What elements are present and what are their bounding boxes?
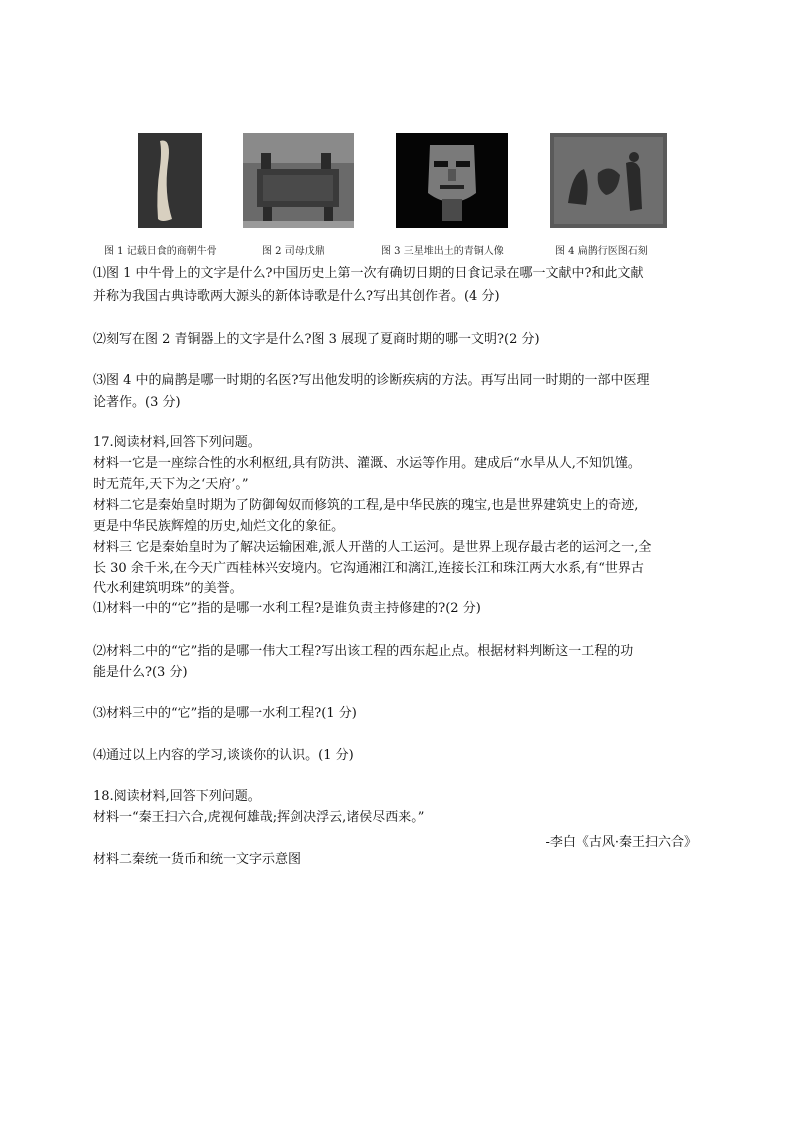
figure-2-bronze-ding: [243, 133, 354, 228]
bronze-ding-photo-icon: [243, 133, 354, 228]
q17-material2-line1: 材料二它是秦始皇时期为了防御匈奴而修筑的工程,是中华民族的瑰宝,也是世界建筑史上的奇迹,: [93, 498, 639, 513]
q17-material1-line1: 材料一它是一座综合性的水利枢纽,具有防洪、灌溉、水运等作用。建成后“水旱从人,不知饥馑。: [93, 456, 641, 471]
figure-3-caption: 图 3 三星堆出土的青铜人像: [381, 246, 504, 257]
q17-question2-line2: 能是什么?(3 分): [93, 665, 188, 680]
q16-part3-line2: 论著作。(3 分): [93, 395, 181, 410]
figure-2-caption: 图 2 司母戊鼎: [262, 246, 325, 257]
q16-part1-line1: ⑴图 1 中牛骨上的文字是什么?中国历史上第一次有确切日期的日食记录在哪一文献中?和此文献: [93, 266, 644, 281]
figure-1-caption: 图 1 记载日食的商朝牛骨: [104, 246, 217, 257]
q17-material2-line2: 更是中华民族辉煌的历史,灿烂文化的象征。: [93, 519, 345, 534]
q18-title: 18.阅读材料,回答下列问题。: [93, 789, 261, 804]
bronze-mask-photo-icon: [396, 133, 508, 228]
q16-part3-line1: ⑶图 4 中的扁鹊是哪一时期的名医?写出他发明的诊断疾病的方法。再写出同一时期的一部中医理: [93, 373, 650, 388]
q16-part1-line2: 并称为我国古典诗歌两大源头的新体诗歌是什么?写出其创作者。(4 分): [93, 289, 500, 304]
q18-material1: 材料一“秦王扫六合,虎视何雄哉;挥剑决浮云,诸侯尽西来。”: [93, 810, 425, 825]
figure-3-bronze-mask: [396, 133, 508, 228]
q18-material1-source: -李白《古风·秦王扫六合》: [545, 835, 697, 850]
q18-material2: 材料二秦统一货币和统一文字示意图: [93, 852, 302, 867]
figure-4-caption: 图 4 扁鹊行医图石刻: [555, 246, 648, 257]
q17-material1-line2: 时无荒年,天下为之‘天府’。”: [93, 477, 249, 492]
figure-1-oracle-bone: [138, 133, 202, 228]
q17-question2-line1: ⑵材料二中的“它”指的是哪一伟大工程?写出该工程的西东起止点。根据材料判断这一工程的功: [93, 644, 634, 659]
q17-question3: ⑶材料三中的“它”指的是哪一水利工程?(1 分): [93, 706, 357, 721]
q16-part2: ⑵刻写在图 2 青铜器上的文字是什么?图 3 展现了夏商时期的哪一文明?(2 分): [93, 332, 540, 347]
figure-4-stone-relief: [550, 133, 667, 228]
q17-question1: ⑴材料一中的“它”指的是哪一水利工程?是谁负责主持修建的?(2 分): [93, 601, 481, 616]
oracle-bone-photo-icon: [138, 133, 202, 228]
q17-title: 17.阅读材料,回答下列问题。: [93, 435, 261, 450]
stone-relief-photo-icon: [550, 133, 667, 228]
q17-material3-line1: 材料三 它是秦始皇时为了解决运输困难,派人开凿的人工运河。是世界上现存最古老的运河之一,全: [93, 540, 652, 555]
q17-question4: ⑷通过以上内容的学习,谈谈你的认识。(1 分): [93, 748, 354, 763]
q17-material3-line2: 长 30 余千米,在今天广西桂林兴安境内。它沟通湘江和漓江,连接长江和珠江两大水系,有“世界古: [93, 561, 644, 576]
q17-material3-line3: 代水利建筑明珠”的美誉。: [93, 581, 243, 596]
